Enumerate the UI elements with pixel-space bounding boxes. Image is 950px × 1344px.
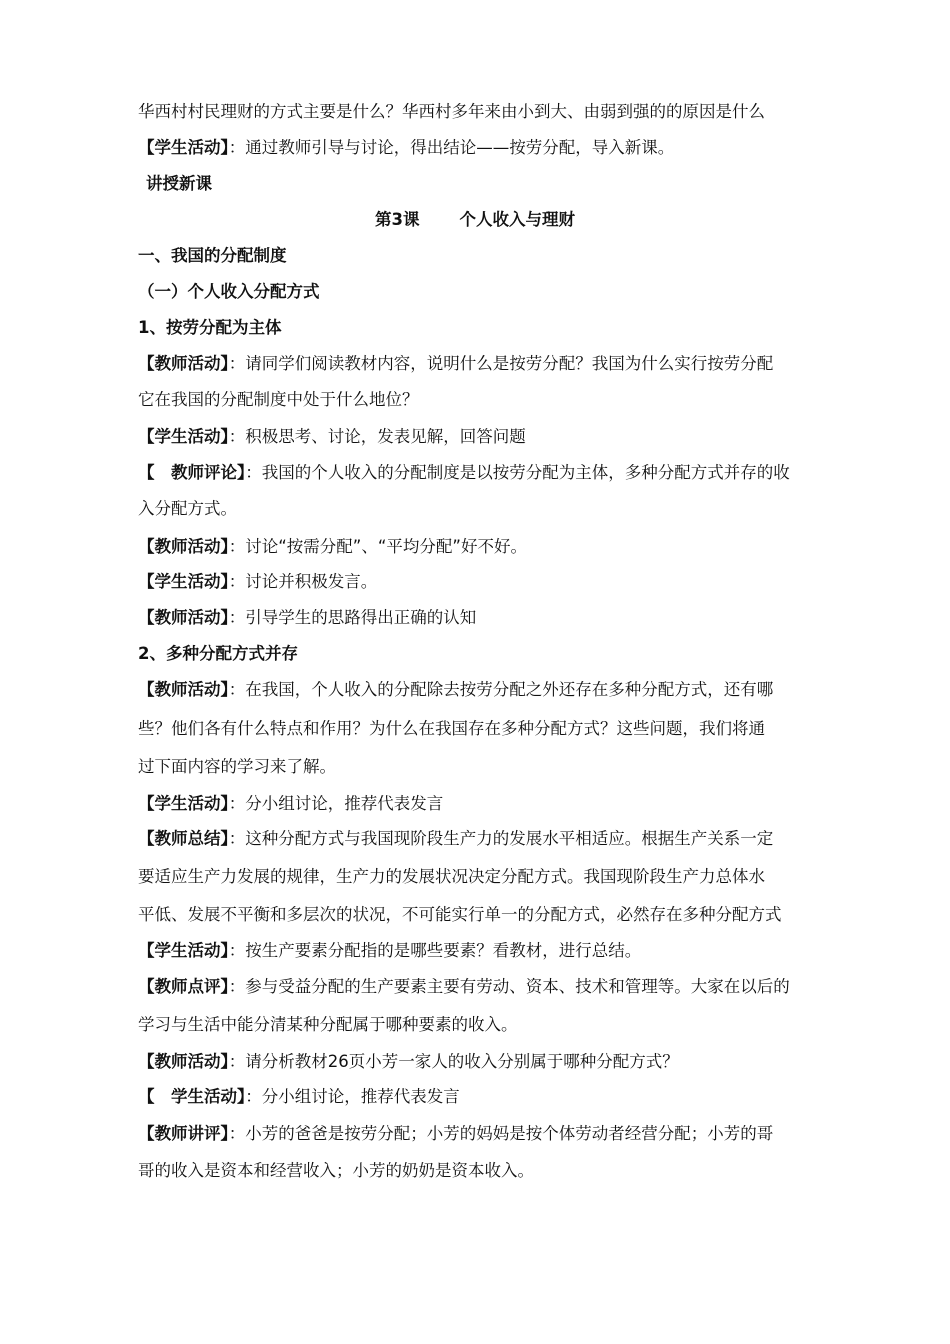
activity-label: 【教师活动】: [138, 608, 229, 627]
activity-line: 【教师讲评】：小芳的爸爸是按劳分配；小芳的妈妈是按个体劳动者经营分配；小芳的哥: [138, 1124, 774, 1143]
activity-label: 【教师活动】: [138, 354, 229, 373]
activity-label: 【学生活动】: [138, 427, 229, 446]
activity-line: 【教师活动】：在我国，个人收入的分配除去按劳分配之外还存在多种分配方式，还有哪: [138, 680, 774, 699]
text-line: 它在我国的分配制度中处于什么地位？: [138, 390, 419, 409]
activity-line: 【教师活动】：请同学们阅读教材内容，说明什么是按劳分配？我国为什么实行按劳分配: [138, 354, 774, 373]
activity-line: 【学生活动】：积极思考、讨论，发表见解，回答问题: [138, 427, 526, 446]
activity-line: 【教师活动】：引导学生的思路得出正确的认知: [138, 608, 477, 627]
activity-line: 【 教师评论】：我国的个人收入的分配制度是以按劳分配为主体，多种分配方式并存的收: [138, 463, 790, 482]
activity-label: 【教师点评】: [138, 977, 229, 996]
activity-line: 【教师点评】：参与受益分配的生产要素主要有劳动、资本、技术和管理等。大家在以后的: [138, 977, 790, 996]
section-heading: 讲授新课: [146, 174, 212, 193]
activity-label: 【 教师评论】: [138, 463, 246, 482]
activity-label: 【 学生活动】: [138, 1087, 246, 1106]
activity-label: 【学生活动】: [138, 572, 229, 591]
text-line: 平低、发展不平衡和多层次的状况，不可能实行单一的分配方式，必然存在多种分配方式: [138, 905, 782, 924]
activity-label: 【学生活动】: [138, 941, 229, 960]
text-line: 学习与生活中能分清某种分配属于哪种要素的收入。: [138, 1015, 518, 1034]
activity-line: 【教师活动】：请分析教材26页小芳一家人的收入分别属于哪种分配方式？: [138, 1052, 679, 1071]
activity-line: 【 学生活动】：分小组讨论，推荐代表发言: [138, 1087, 460, 1106]
text-line: 些？他们各有什么特点和作用？为什么在我国存在多种分配方式？这些问题，我们将通: [138, 719, 765, 738]
subsection-heading: （一）个人收入分配方式: [138, 282, 320, 301]
point-heading: 2、多种分配方式并存: [138, 644, 298, 663]
activity-label: 【教师活动】: [138, 537, 229, 556]
lesson-number: 第3课: [375, 210, 420, 229]
activity-label: 【教师活动】: [138, 680, 229, 699]
activity-line: 【教师总结】：这种分配方式与我国现阶段生产力的发展水平相适应。根据生产关系一定: [138, 829, 774, 848]
activity-label: 【学生活动】: [138, 794, 229, 813]
lesson-title: [0, 209, 950, 231]
text-line: 哥的收入是资本和经营收入；小芳的奶奶是资本收入。: [138, 1161, 534, 1180]
text-line: 入分配方式。: [138, 499, 237, 518]
activity-label: 【学生活动】: [138, 138, 229, 157]
activity-line: 【学生活动】：分小组讨论，推荐代表发言: [138, 794, 444, 813]
activity-label: 【教师活动】: [138, 1052, 229, 1071]
text-line: 华西村村民理财的方式主要是什么？华西村多年来由小到大、由弱到强的的原因是什么: [138, 102, 765, 121]
text-line: 要适应生产力发展的规律，生产力的发展状况决定分配方式。我国现阶段生产力总体水: [138, 867, 765, 886]
activity-line: 【学生活动】：讨论并积极发言。: [138, 572, 378, 591]
activity-label: 【教师讲评】: [138, 1124, 229, 1143]
activity-label: 【教师总结】: [138, 829, 229, 848]
activity-line: 【学生活动】：按生产要素分配指的是哪些要素？看教材，进行总结。: [138, 941, 642, 960]
lesson-name: 个人收入与理财: [459, 210, 575, 229]
activity-line: 【学生活动】：通过教师引导与讨论，得出结论——按劳分配，导入新课。: [138, 138, 675, 157]
section-heading: 一、我国的分配制度: [138, 246, 287, 265]
activity-line: 【教师活动】：讨论“按需分配”、“平均分配”好不好。: [138, 537, 527, 556]
point-heading: 1、按劳分配为主体: [138, 318, 282, 337]
text-line: 过下面内容的学习来了解。: [138, 757, 336, 776]
